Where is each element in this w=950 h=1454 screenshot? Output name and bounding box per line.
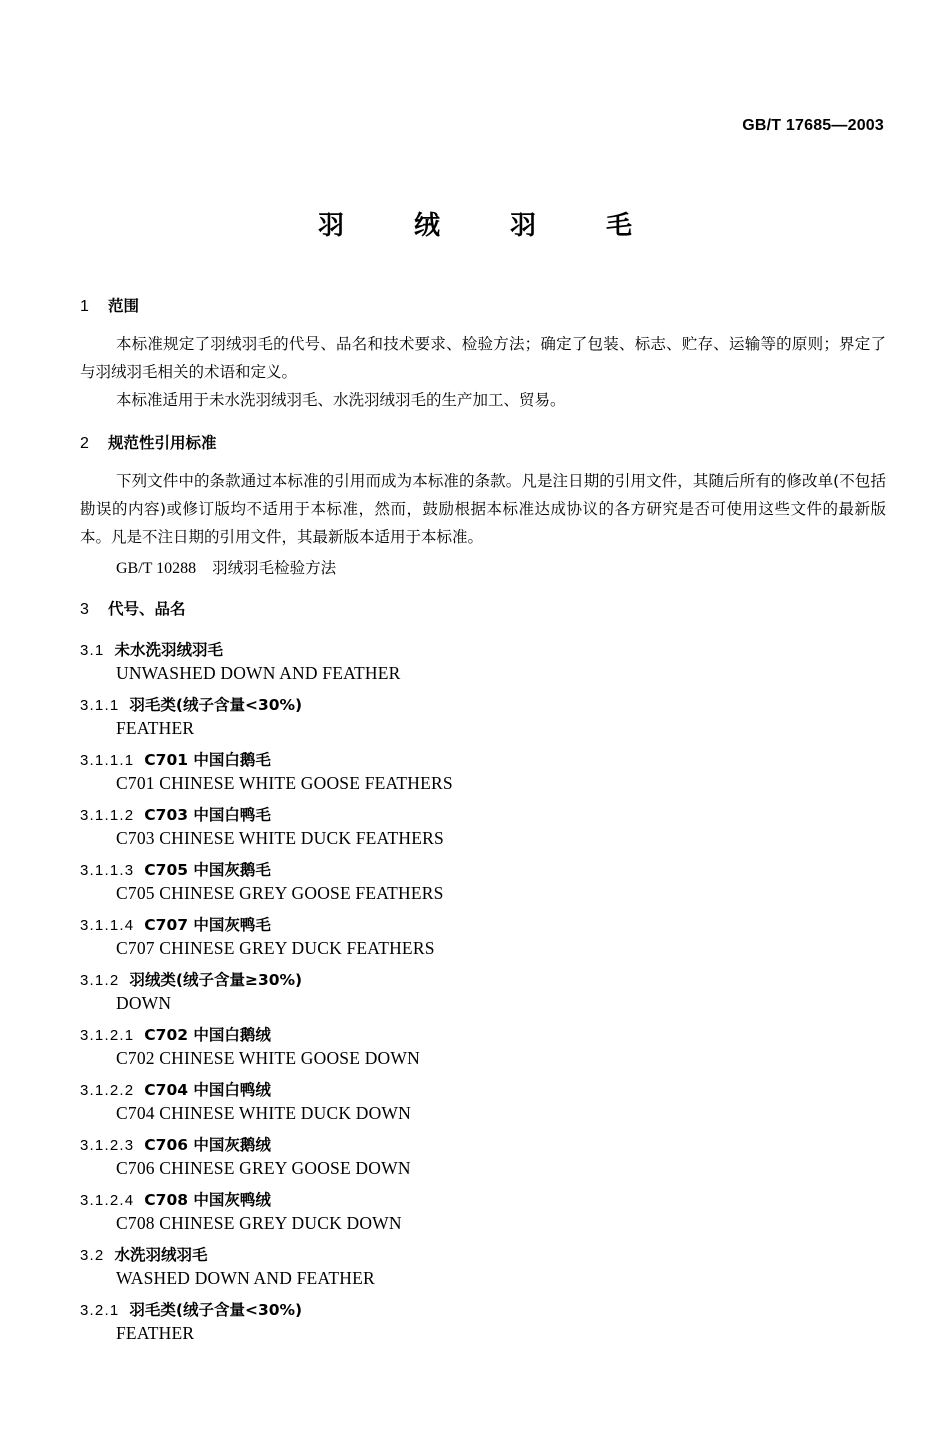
clause-chinese-name: 水洗羽绒羽毛 bbox=[114, 1246, 208, 1264]
reference-title: 羽绒羽毛检验方法 bbox=[212, 559, 337, 577]
section-2-heading bbox=[80, 431, 217, 453]
clause-heading bbox=[80, 638, 223, 660]
clause-chinese-name: C708 中国灰鸭绒 bbox=[144, 1191, 271, 1209]
section-number: 1 bbox=[80, 298, 89, 315]
section-1-heading bbox=[80, 294, 139, 316]
clause-chinese-name: 羽毛类(绒子含量<30%) bbox=[129, 1301, 303, 1319]
clause-english-name: DOWN bbox=[116, 993, 172, 1013]
clause-heading bbox=[80, 693, 302, 715]
clause-english-name: FEATHER bbox=[116, 1323, 195, 1343]
reference-code: GB/T 10288 bbox=[116, 560, 197, 577]
normative-reference bbox=[116, 556, 336, 578]
clause-chinese-name: C706 中国灰鹅绒 bbox=[144, 1136, 271, 1154]
clause-english-name: WASHED DOWN AND FEATHER bbox=[116, 1268, 375, 1288]
clause-heading bbox=[80, 748, 271, 770]
clause-heading bbox=[80, 913, 271, 935]
clause-number: 3.1.1.3 bbox=[80, 862, 135, 879]
clause-heading bbox=[80, 1188, 271, 1210]
clause-english-name: C708 CHINESE GREY DUCK DOWN bbox=[116, 1213, 402, 1233]
clause-number: 3.1.2.4 bbox=[80, 1192, 135, 1209]
clause-english-name: C702 CHINESE WHITE GOOSE DOWN bbox=[116, 1048, 420, 1068]
clause-heading bbox=[80, 803, 271, 825]
section-title: 范围 bbox=[108, 297, 140, 315]
clause-english-name: C703 CHINESE WHITE DUCK FEATHERS bbox=[116, 828, 444, 848]
clause-heading bbox=[80, 1023, 271, 1045]
clause-heading bbox=[80, 858, 271, 880]
standard-number: GB/T 17685—2003 bbox=[742, 117, 884, 134]
clause-heading bbox=[80, 968, 302, 990]
clause-number: 3.1.1.4 bbox=[80, 917, 135, 934]
clause-heading bbox=[80, 1133, 271, 1155]
clause-chinese-name: C704 中国白鸭绒 bbox=[144, 1081, 271, 1099]
section-number: 3 bbox=[80, 601, 89, 618]
clause-number: 3.1.2 bbox=[80, 972, 120, 989]
clause-number: 3.1.2.3 bbox=[80, 1137, 135, 1154]
clause-chinese-name: C701 中国白鹅毛 bbox=[144, 751, 271, 769]
title-char: 毛 bbox=[605, 211, 632, 241]
clause-heading bbox=[80, 1243, 207, 1265]
clause-chinese-name: C705 中国灰鹅毛 bbox=[144, 861, 271, 879]
title-char: 绒 bbox=[413, 211, 440, 241]
clause-english-name: C704 CHINESE WHITE DUCK DOWN bbox=[116, 1103, 411, 1123]
clause-number: 3.1.1.2 bbox=[80, 807, 135, 824]
clause-number: 3.2 bbox=[80, 1247, 105, 1264]
clause-english-name: FEATHER bbox=[116, 718, 195, 738]
clause-number: 3.1.1 bbox=[80, 697, 120, 714]
clause-chinese-name: C703 中国白鸭毛 bbox=[144, 806, 271, 824]
section-1-paragraph-2: 本标准适用于未水洗羽绒羽毛、水洗羽绒羽毛的生产加工、贸易。 bbox=[116, 391, 566, 409]
clause-english-name: C701 CHINESE WHITE GOOSE FEATHERS bbox=[116, 773, 453, 793]
clause-english-name: C707 CHINESE GREY DUCK FEATHERS bbox=[116, 938, 435, 958]
clause-english-name: C705 CHINESE GREY GOOSE FEATHERS bbox=[116, 883, 444, 903]
title-char: 羽 bbox=[317, 211, 344, 241]
clause-chinese-name: 羽毛类(绒子含量<30%) bbox=[129, 696, 303, 714]
clause-number: 3.1.2.1 bbox=[80, 1027, 135, 1044]
clause-english-name: C706 CHINESE GREY GOOSE DOWN bbox=[116, 1158, 411, 1178]
clause-chinese-name: C702 中国白鹅绒 bbox=[144, 1026, 271, 1044]
clause-english-name: UNWASHED DOWN AND FEATHER bbox=[116, 663, 401, 683]
clause-chinese-name: C707 中国灰鸭毛 bbox=[144, 916, 271, 934]
section-2-paragraph-1: 下列文件中的条款通过本标准的引用而成为本标准的条款。凡是注日期的引用文件，其随后所有的修改单(不包括勘误的内容)或修订版均不适用于本标准，然而，鼓励根据本标准达成协议的各方研究是否可使用这些文件的最新版本。凡是不注日期的引用文件，其最新版本适用于本标准。 bbox=[80, 472, 886, 546]
title-char: 羽 bbox=[509, 211, 536, 241]
document-title bbox=[0, 205, 950, 242]
clause-number: 3.1 bbox=[80, 642, 105, 659]
section-title: 规范性引用标准 bbox=[108, 434, 217, 452]
section-number: 2 bbox=[80, 435, 89, 452]
clause-heading bbox=[80, 1078, 271, 1100]
clause-number: 3.1.1.1 bbox=[80, 752, 135, 769]
section-3-heading bbox=[80, 597, 186, 619]
clause-chinese-name: 羽绒类(绒子含量≥30%) bbox=[129, 971, 303, 989]
section-title: 代号、品名 bbox=[108, 600, 186, 618]
clause-heading bbox=[80, 1298, 302, 1320]
clause-number: 3.1.2.2 bbox=[80, 1082, 135, 1099]
section-1-paragraph-1: 本标准规定了羽绒羽毛的代号、品名和技术要求、检验方法；确定了包装、标志、贮存、运输等的原则；界定了与羽绒羽毛相关的术语和定义。 bbox=[80, 335, 886, 381]
clause-number: 3.2.1 bbox=[80, 1302, 120, 1319]
clause-chinese-name: 未水洗羽绒羽毛 bbox=[114, 641, 223, 659]
